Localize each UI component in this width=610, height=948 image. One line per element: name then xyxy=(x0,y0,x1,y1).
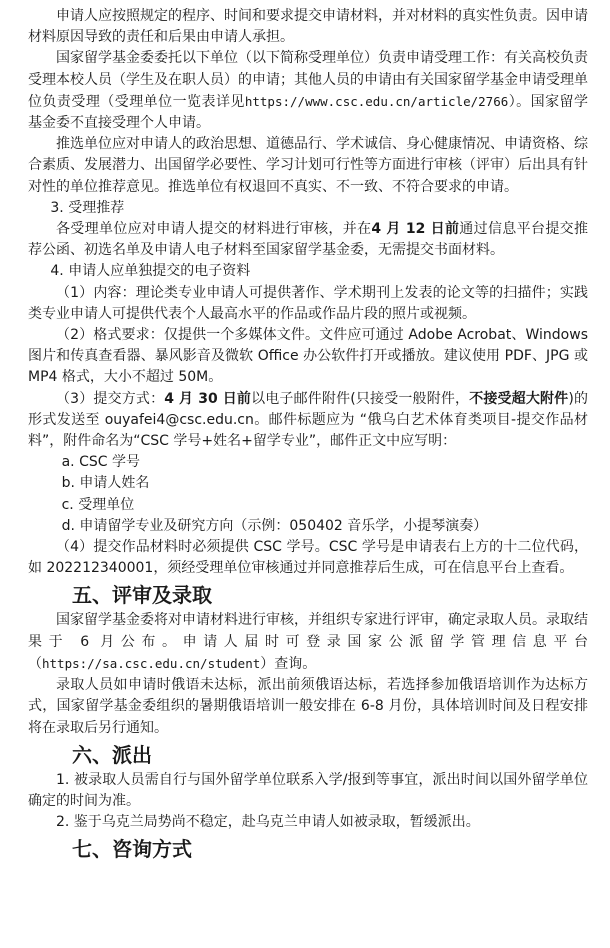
acceptance-text-1: 国家留学基金委委托以下单位（以下简称受理单位）负责申请受理工作：有关高校负责受理本校人员（学生及在职人员）的申请；其他人员的申请由有关国家留学基金申请受理单位负责受理（受理单位一览表详见 xyxy=(28,50,588,110)
paragraph-russian-training: 录取人员如申请时俄语未达标，派出前须俄语达标，若选择参加俄语培训作为达标方式，国家留学基金委组织的暑期俄语培训一般安排在 6-8 月份，具体培训时间及日程安排将在录取后另行通知。 xyxy=(28,677,588,736)
acceptance-list-link[interactable]: https://www.csc.edu.cn/article/2766 xyxy=(244,93,509,109)
list-item: d. 申请留学专业及研究方向（示例：050402 音乐学，小提琴演奏） xyxy=(61,517,488,534)
submission-deadline: 4 月 30 日前 xyxy=(164,390,252,407)
review-text-1: 国家留学基金委将对申请材料进行审核，并组织专家进行评审，确定录取人员。录取结果于 6 月公布。申请人届时可登录国家公派留学管理信息平台（ xyxy=(28,612,588,672)
paragraph-responsibility: 申请人应按照规定的程序、时间和要求提交申请材料，并对材料的真实性负责。因申请材料原因导致的责任和后果由申请人承担。 xyxy=(28,8,588,46)
paragraph-unit-review: 推选单位应对申请人的政治思想、道德品行、学术诚信、身心健康情况、申请资格、综合素质、发展潜力、出国留学必要性、学习计划可行性等方面进行审核（评审）后出具有针对性的单位推荐意见。推选单位有权退回不真实、不一致、不符合要求的申请。 xyxy=(28,136,588,195)
paragraph-dispatch-1: 1. 被录取人员需自行与国外留学单位联系入学/报到等事宜，派出时间以国外留学单位确定的时间为准。 xyxy=(28,771,588,809)
item-4-4-csc-number: （4）提交作品材料时必须提供 CSC 学号。CSC 学号是申请表右上方的十二位代码，如 202212340001，须经受理单位审核通过并同意推荐后生成，可在信息平台上查看。 xyxy=(28,539,588,577)
submission-text-2: 以电子邮件附件(只接受一般附件， xyxy=(251,390,470,407)
submission-text-3: )的形式发送至 ouyafei4@csc.edu.cn。邮件标题应为 “俄乌白艺术体育类项目-提交作品材料”，附件命名为“CSC 学号+姓名+留学专业”，邮件正文中应写明： xyxy=(28,390,588,450)
heading-review-admission: 五、评审及录取 xyxy=(72,583,212,608)
submission-text-1: （3）提交方式： xyxy=(56,390,165,407)
recommend-text-1: 各受理单位应对申请人提交的材料进行审核，并在 xyxy=(56,221,372,238)
recommend-deadline: 4 月 12 日前 xyxy=(371,221,460,238)
section-4-title: 4. 申请人应单独提交的电子资料 xyxy=(50,263,251,280)
list-item: a. CSC 学号 xyxy=(61,454,140,471)
section-3-title: 3. 受理推荐 xyxy=(50,199,125,216)
heading-consultation: 七、咨询方式 xyxy=(72,837,192,862)
item-4-3-submission xyxy=(28,389,588,453)
review-text-2: ）查询。 xyxy=(260,655,317,672)
paragraph-dispatch-2: 2. 鉴于乌克兰局势尚不稳定，赴乌克兰申请人如被录取，暂缓派出。 xyxy=(56,814,480,831)
paragraph-review xyxy=(28,610,588,675)
item-4-1-content: （1）内容：理论类专业申请人可提供著作、学术期刊上发表的论文等的扫描件；实践类专业申请人可提供代表个人最高水平的作品或作品片段的照片或视频。 xyxy=(28,284,588,322)
recommend-text-2: 通过信息平台提交推荐公函、初选名单及申请人电子材料至国家留学基金委，无需提交书面材料。 xyxy=(28,221,588,259)
heading-dispatch: 六、派出 xyxy=(72,742,152,767)
acceptance-text-2: ）。国家留学基金委不直接受理个人申请。 xyxy=(28,93,589,132)
no-large-attachment: 不接受超大附件 xyxy=(469,390,569,407)
paragraph-recommend xyxy=(28,219,588,261)
paragraph-acceptance-units xyxy=(28,48,588,134)
list-item: b. 申请人姓名 xyxy=(61,475,150,492)
list-item: c. 受理单位 xyxy=(61,496,135,513)
item-4-2-format: （2）格式要求：仅提供一个多媒体文件。文件应可通过 Adobe Acrobat、Windows 图片和传真查看器、暴风影音及微软 Office 办公软件打开或播放。建议使用 PDF、JPG 或 MP4 格式，大小不超过 50M。 xyxy=(28,327,588,386)
platform-link[interactable]: https://sa.csc.edu.cn/student xyxy=(42,655,261,671)
